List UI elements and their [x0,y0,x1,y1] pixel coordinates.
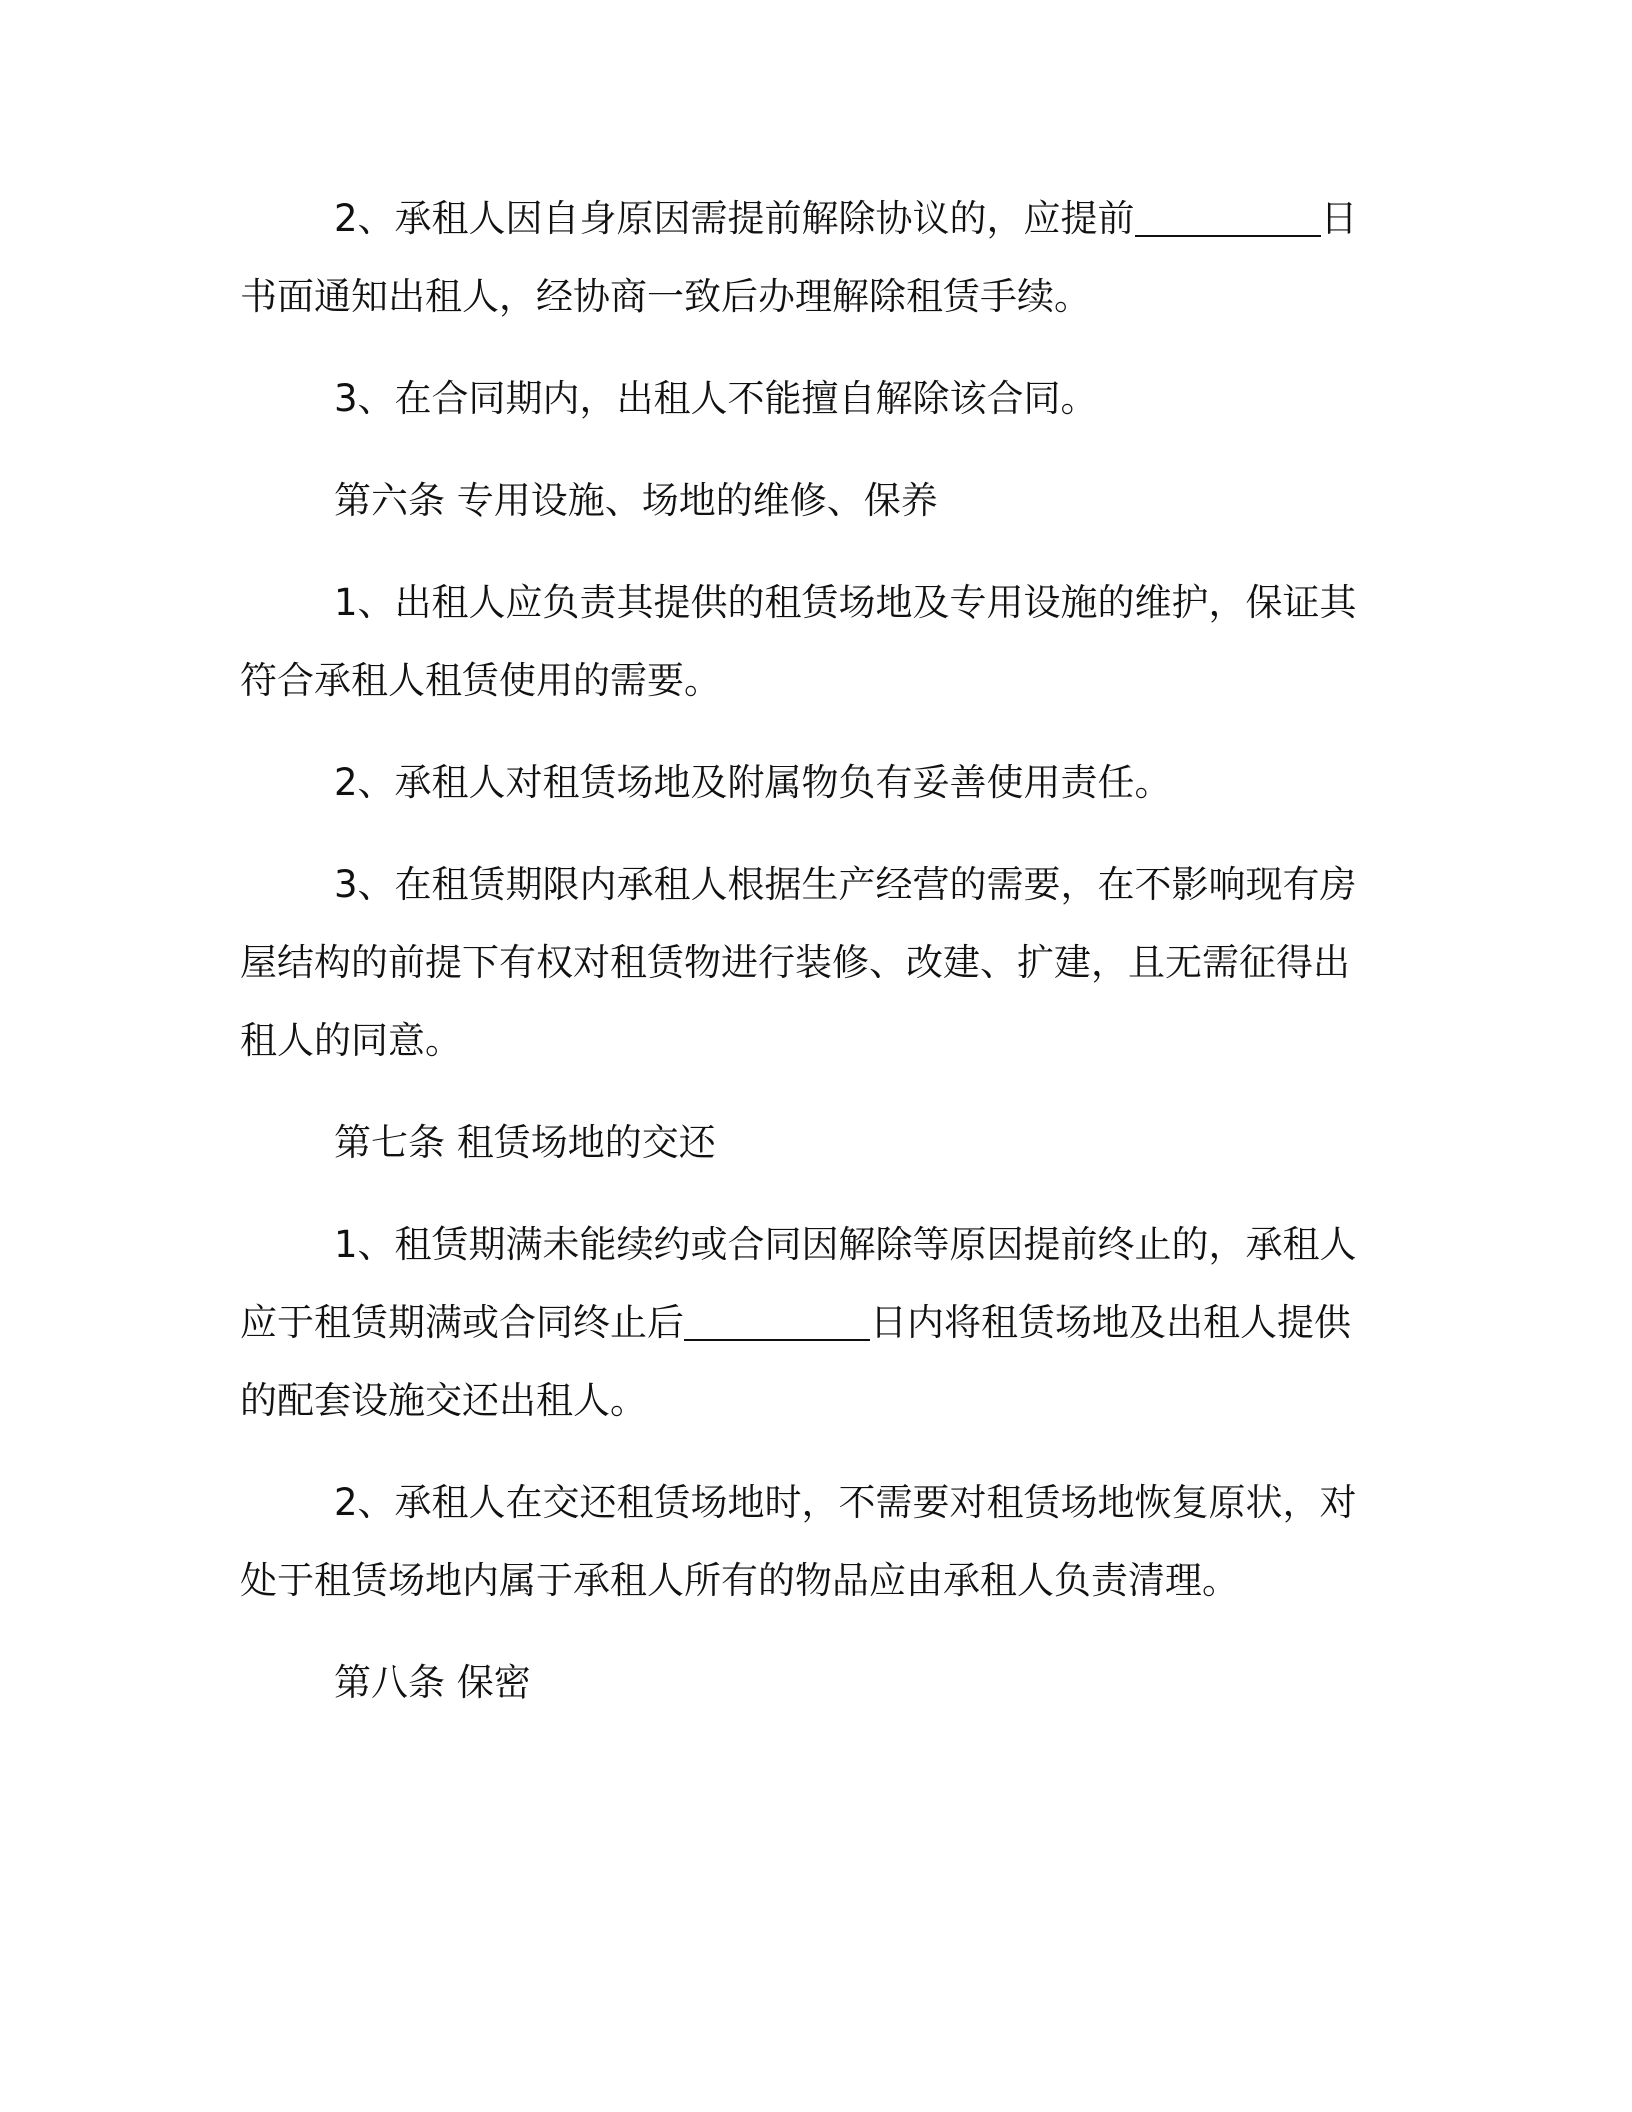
article-heading-8 [240,1644,1360,1722]
paragraph-lessor-no-termination [240,360,1360,438]
paragraph-renovation-rights [240,846,1360,1080]
paragraph-early-termination-lessee [240,180,1360,336]
paragraph-text: 3、在租赁期限内承租人根据生产经营的需要，在不影响现有房屋结构的前提下有权对租赁物进行装修、改建、扩建，且无需征得出租人的同意。 [240,863,1357,1062]
paragraph-text: 1、租赁期满未能续约或合同因解除等原因提前终止的，承租人应于租赁期满或合同终止后 [240,1223,1357,1344]
paragraph-restoration-cleanup [240,1464,1360,1620]
paragraph-text: 日内将租赁场地及出租人提供的配套设施交还出租人。 [240,1301,1351,1422]
paragraph-text: 1、出租人应负责其提供的租赁场地及专用设施的维护，保证其符合承租人租赁使用的需要。 [240,581,1357,702]
fill-in-blank-days [1135,233,1321,237]
article-heading-6 [240,462,1360,540]
paragraph-text: 日书面通知出租人，经协商一致后办理解除租赁手续。 [240,197,1358,318]
paragraph-text: 2、承租人对租赁场地及附属物负有妥善使用责任。 [334,761,1172,804]
paragraph-lessee-proper-use [240,744,1360,822]
paragraph-text: 3、在合同期内，出租人不能擅自解除该合同。 [334,377,1098,420]
paragraph-lessor-maintenance [240,564,1360,720]
article-heading-7 [240,1104,1360,1182]
heading-text: 第七条 租赁场地的交还 [334,1121,716,1164]
paragraph-text: 2、承租人因自身原因需提前解除协议的，应提前 [334,197,1135,240]
heading-text: 第八条 保密 [334,1661,531,1704]
paragraph-text: 2、承租人在交还租赁场地时，不需要对租赁场地恢复原状，对处于租赁场地内属于承租人所有的物品应由承租人负责清理。 [240,1481,1357,1602]
fill-in-blank-days [684,1337,870,1341]
paragraph-site-return [240,1206,1360,1440]
heading-text: 第六条 专用设施、场地的维修、保养 [334,479,938,522]
